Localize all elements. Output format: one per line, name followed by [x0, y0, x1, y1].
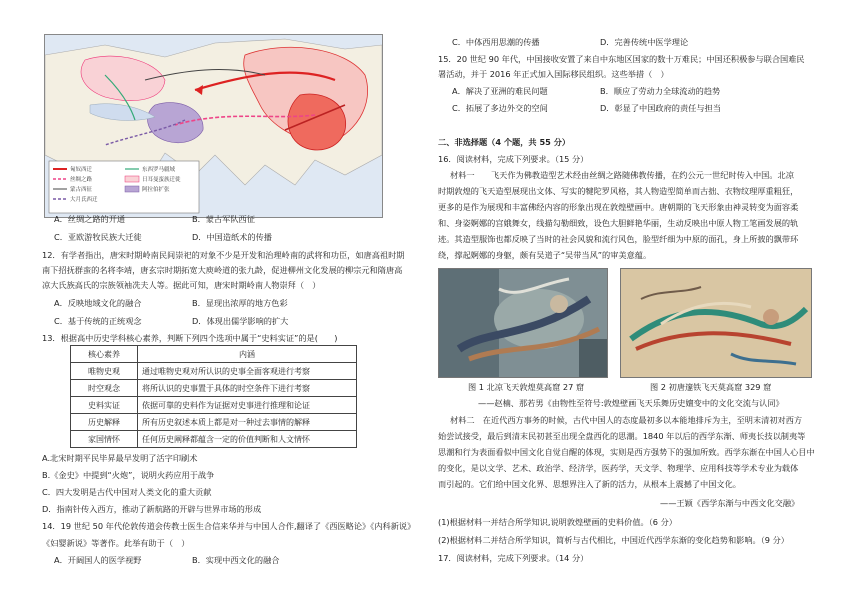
q12-line-1: 12．有学者指出，唐宋时期岭南民间崇祀的对象不少是开发和治理岭南的武将和功臣，如唐高祖时期	[42, 250, 405, 260]
q14-line-2: 《妇婴新说》等著作。此举有助于（ ）	[42, 538, 190, 548]
q16-m1-line-3: 更多的是作为展现和丰富佛经内容的形象出现在敦煌壁画中。唐朝期的飞天形象由神灵转变为面容柔	[438, 202, 799, 212]
q16-m2-line-4: 的变化，是以文学、艺术、政治学、经济学，医药学，天文学、物理学、应用科技等学术专业为载体	[438, 463, 799, 473]
q16-m2-line-2: 始尝试接受，最后到清末民初甚至出现全盘西化的思潮。1840 年以后的西学东渐、师夷长技以制夷等	[438, 431, 806, 441]
q13-stem: 13．根据高中历史学科核心素养，判断下列四个选项中属于“史料实证”的是( )	[42, 333, 338, 343]
q16-requirement-1: (1)根据材料一并结合所学知识,说明敦煌壁画的史料价值。（6 分）	[438, 517, 677, 527]
q12-line-2: 南下招抚群蛮的名将李靖，唐玄宗时期拓宽大庾岭道的张九龄，促进柳州文化发展的柳宗元和隋唐高	[42, 265, 403, 275]
section-title: 二、非选择题（4 个题，共 55 分）	[438, 137, 571, 147]
table-row	[71, 414, 357, 431]
q16-m2-line-1: 材料二 在近代西方事务的时候，古代中国人的态度最初多以本能地排斥为主，至明末清初对西方	[450, 415, 803, 425]
table-header-row	[71, 346, 357, 363]
mural-photo-1	[438, 268, 608, 378]
q11-option-c[interactable]: C．亚欧游牧民族大迁徙	[54, 232, 142, 242]
q16-m1-line-5: 迹。其造型服饰也都反映了当时的社会风貌和流行风色，脸型纤细为中原的面孔，身上所披的飘带环	[438, 234, 799, 244]
table-row	[71, 380, 357, 397]
map-legend-7: 阿拉伯扩张	[142, 187, 170, 193]
table-row	[71, 431, 357, 448]
q16-m1-line-1: 材料一 飞天作为佛教造型艺术经由丝绸之路随佛教传播，在约公元一世纪时传入中国。北凉	[450, 170, 794, 180]
q16-requirement-2: (2)根据材料二并结合所学知识，简析与古代相比，中国近代西学东渐的变化趋势和影响。（9 分）	[438, 535, 789, 545]
map-legend-1: 匈奴西迁	[70, 167, 93, 173]
figure-1-caption: 图 1 北凉飞天敦煌莫高窟 27 窟	[468, 382, 585, 392]
table-cell: 通过唯物史观对所认识的史事全面客观进行考察	[138, 363, 357, 380]
q14-option-c[interactable]: C．中体西用思潮的传播	[452, 37, 540, 47]
q13-option-b[interactable]: B.《金史》中提到“火炮”，说明火药应用于战争	[42, 470, 215, 480]
table-cell: 依据可靠的史料作为证据对史事进行推理和论证	[138, 397, 357, 414]
q14-option-a[interactable]: A．开阔国人的医学视野	[54, 555, 142, 565]
table-cell: 史料实证	[71, 397, 138, 414]
q15-line-1: 15．20 世纪 90 年代，中国接收安置了来自中东地区国家的数十万难民；中国还积极参与联合国难民	[438, 54, 805, 64]
table-cell: 将所认识的史事置于具体的时空条件下进行考察	[138, 380, 357, 397]
q15-option-a[interactable]: A．解决了亚洲的难民问题	[452, 86, 548, 96]
q11-option-a[interactable]: A．丝绸之路的开通	[54, 214, 126, 224]
q16-m2-line-3: 思潮和行为表面看似中国文化自觉自醒的体现，实则是西方强势下的强加所致。西学东渐在中国人心目中	[438, 447, 815, 457]
q16-m1-line-2: 时期敦煌的飞天造型展现出文体、写实的犍陀罗风格，其人物造型简单而古拙、衣物纹理厚重粗狂，	[438, 186, 799, 196]
q12-option-a[interactable]: A．反映地域文化的融合	[54, 298, 142, 308]
q12-option-c[interactable]: C．基于传统的正统观念	[54, 316, 142, 326]
core-literacy-table	[70, 345, 357, 448]
figure-2-caption: 图 2 初唐邃铁飞天莫高窟 329 窟	[650, 382, 772, 392]
map-legend-4: 大月氏西迁	[70, 197, 98, 203]
q15-option-d[interactable]: D．彰显了中国政府的责任与担当	[600, 103, 721, 113]
table-cell: 任何历史阐释都蕴含一定的价值判断和人文情怀	[138, 431, 357, 448]
q12-option-b[interactable]: B．显现出浓厚的地方色彩	[192, 298, 288, 308]
q16-m1-line-4: 和、身姿婀娜的宫娥舞女，线描勾勒细致，设色大胆鲜艳华丽，生动反映出中原人物工笔画发展的轨	[438, 218, 799, 228]
q15-option-b[interactable]: B．顺应了劳动力全球流动的趋势	[600, 86, 721, 96]
q15-option-c[interactable]: C．拓展了多边外交的空间	[452, 103, 548, 113]
mural-illustration-1	[439, 269, 607, 377]
q17-stem: 17．阅读材料，完成下列要求。（14 分）	[438, 553, 589, 563]
mural-photo-2	[620, 268, 812, 378]
q11-option-b[interactable]: B．蒙古军队西征	[192, 214, 255, 224]
q16-stem: 16．阅读材料，完成下列要求。（15 分）	[438, 154, 589, 164]
map-illustration	[45, 35, 382, 217]
q16-source-2: ——王颖《西学东渐与中西文化交融》	[660, 498, 800, 508]
map-legend-5: 东西罗马疆域	[142, 167, 176, 173]
table-cell: 历史解释	[71, 414, 138, 431]
q11-option-d[interactable]: D．中国造纸术的传播	[192, 232, 272, 242]
q16-m2-line-5: 而引起的。它们给中国文化界、思想界注入了新的活力，从根本上震撼了中国文化。	[438, 479, 741, 489]
map-legend-2: 丝绸之路	[70, 177, 93, 183]
q12-option-d[interactable]: D．体现出儒学影响的扩大	[192, 316, 289, 326]
map-legend-3: 蒙古西征	[70, 187, 93, 193]
q14-option-d[interactable]: D．完善传统中医学理论	[600, 37, 689, 47]
table-header: 内涵	[138, 346, 357, 363]
q14-option-b[interactable]: B．实现中西文化的融合	[192, 555, 280, 565]
table-row	[71, 397, 357, 414]
table-row	[71, 363, 357, 380]
q16-m1-line-6: 绕，撑起婀娜的身躯，颇有吴道子“吴带当风”的审美意蕴。	[438, 250, 652, 260]
map-legend-6: 日耳曼蛮族迁徙	[142, 177, 181, 183]
q13-option-c[interactable]: C．四大发明是古代中国对人类文化的重大贡献	[42, 487, 212, 497]
q12-line-3: 凉大氏族高氏的宗族领袖冼夫人等。据此可知，唐宋时期岭南人物崇拜（ ）	[42, 280, 321, 290]
table-cell: 所有历史叙述本质上都是对一种过去事情的解释	[138, 414, 357, 431]
table-cell: 时空观念	[71, 380, 138, 397]
table-cell: 家国情怀	[71, 431, 138, 448]
q15-line-2: 署活动，并于 2016 年正式加入国际移民组织。这些举措（ ）	[438, 69, 669, 79]
table-cell: 唯物史观	[71, 363, 138, 380]
q13-option-d[interactable]: D．指南针传入西方，推动了新航路的开辟与世界市场的形成	[42, 504, 262, 514]
q16-source-1: ——赵楠、那若男《由物性至符号:敦煌壁画飞天乐舞历史嬗变中的文化交流与认同》	[478, 398, 784, 408]
table-header: 核心素养	[71, 346, 138, 363]
q13-option-a[interactable]: A.北宋时期平民毕昇最早发明了活字印刷术	[42, 453, 198, 463]
q14-line-1: 14．19 世纪 50 年代伦敦传道会传教士医生合信来华并与中国人合作,翻译了《西医略论》《内科新说》	[42, 521, 416, 531]
mural-illustration-2	[621, 269, 811, 377]
migration-map	[44, 34, 383, 218]
